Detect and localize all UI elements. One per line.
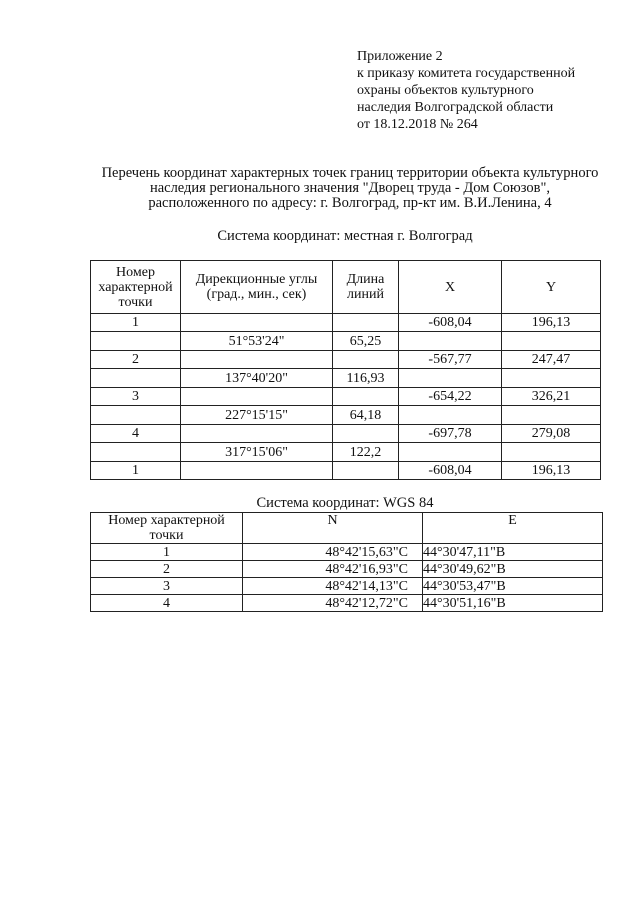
table-header-row (91, 513, 603, 544)
x-value: -654,22 (399, 388, 502, 406)
y-value: 279,08 (502, 425, 601, 443)
n-value: 48°42'16,93"С (243, 561, 423, 578)
x-value: -608,04 (399, 462, 502, 480)
appendix-line: охраны объектов культурного (357, 83, 534, 98)
y-value: 326,21 (502, 388, 601, 406)
point-number: 4 (91, 595, 243, 612)
table-row (91, 561, 603, 578)
heading-line: расположенного по адресу: г. Волгоград, пр-кт им. В.И.Ленина, 4 (148, 195, 552, 211)
header-y: Y (502, 261, 601, 314)
header-x: X (399, 261, 502, 314)
y-value: 196,13 (502, 462, 601, 480)
point-number: 3 (91, 578, 243, 595)
empty-cell (91, 443, 181, 462)
table-row (91, 443, 601, 462)
local-coordinates-table (90, 260, 601, 480)
empty-cell (181, 388, 333, 406)
point-number: 1 (91, 544, 243, 561)
empty-cell (181, 314, 333, 332)
empty-cell (399, 332, 502, 351)
empty-cell (502, 369, 601, 388)
y-value: 247,47 (502, 351, 601, 369)
table-row (91, 369, 601, 388)
angle-value: 51°53'24" (181, 332, 333, 351)
empty-cell (502, 443, 601, 462)
header-e: E (423, 513, 603, 544)
appendix-line: от 18.12.2018 № 264 (357, 117, 478, 132)
x-value: -697,78 (399, 425, 502, 443)
header-point: Номер характерной точки (91, 513, 243, 544)
heading-line: наследия регионального значения "Дворец труда - Дом Союзов", (149, 180, 551, 196)
table-row (91, 425, 601, 443)
table-row (91, 388, 601, 406)
y-value: 196,13 (502, 314, 601, 332)
table-row (91, 578, 603, 595)
empty-cell (181, 351, 333, 369)
empty-cell (181, 425, 333, 443)
table-row (91, 406, 601, 425)
appendix-block (357, 48, 575, 133)
heading-line: Перечень координат характерных точек границ территории объекта культурного (101, 165, 599, 181)
empty-cell (502, 332, 601, 351)
x-value: -567,77 (399, 351, 502, 369)
header-point: Номер характерной точки (91, 261, 181, 314)
point-number: 1 (91, 462, 181, 480)
local-system-title: Система координат: местная г. Волгоград (217, 228, 473, 244)
point-number: 4 (91, 425, 181, 443)
e-value: 44°30'51,16"В (423, 595, 603, 612)
empty-cell (181, 462, 333, 480)
header-n: N (243, 513, 423, 544)
table-row (91, 314, 601, 332)
length-value: 65,25 (333, 332, 399, 351)
table-header-row (91, 261, 601, 314)
table-row (91, 332, 601, 351)
empty-cell (333, 462, 399, 480)
n-value: 48°42'15,63"С (243, 544, 423, 561)
table-row (91, 595, 603, 612)
point-number: 1 (91, 314, 181, 332)
length-value: 116,93 (333, 369, 399, 388)
point-number: 2 (91, 351, 181, 369)
angle-value: 137°40'20" (181, 369, 333, 388)
x-value: -608,04 (399, 314, 502, 332)
header-angle: Дирекционные углы (град., мин., сек) (181, 261, 333, 314)
document-heading (80, 166, 620, 211)
table-row (91, 462, 601, 480)
appendix-line: к приказу комитета государственной (357, 66, 576, 81)
empty-cell (399, 443, 502, 462)
e-value: 44°30'53,47"В (423, 578, 603, 595)
n-value: 48°42'12,72"С (243, 595, 423, 612)
length-value: 122,2 (333, 443, 399, 462)
angle-value: 227°15'15" (181, 406, 333, 425)
e-value: 44°30'47,11"В (423, 544, 603, 561)
length-value: 64,18 (333, 406, 399, 425)
n-value: 48°42'14,13"С (243, 578, 423, 595)
empty-cell (333, 314, 399, 332)
point-number: 3 (91, 388, 181, 406)
table-row (91, 351, 601, 369)
empty-cell (91, 369, 181, 388)
empty-cell (91, 332, 181, 351)
wgs-coordinates-table (90, 512, 603, 612)
point-number: 2 (91, 561, 243, 578)
header-length: Длина линий (333, 261, 399, 314)
empty-cell (399, 406, 502, 425)
e-value: 44°30'49,62"В (423, 561, 603, 578)
empty-cell (333, 388, 399, 406)
empty-cell (502, 406, 601, 425)
empty-cell (333, 351, 399, 369)
appendix-line: наследия Волгоградской области (357, 100, 554, 115)
empty-cell (399, 369, 502, 388)
empty-cell (333, 425, 399, 443)
wgs-system-title: Система координат: WGS 84 (256, 495, 434, 511)
angle-value: 317°15'06" (181, 443, 333, 462)
table-row (91, 544, 603, 561)
empty-cell (91, 406, 181, 425)
appendix-line: Приложение 2 (357, 49, 443, 64)
